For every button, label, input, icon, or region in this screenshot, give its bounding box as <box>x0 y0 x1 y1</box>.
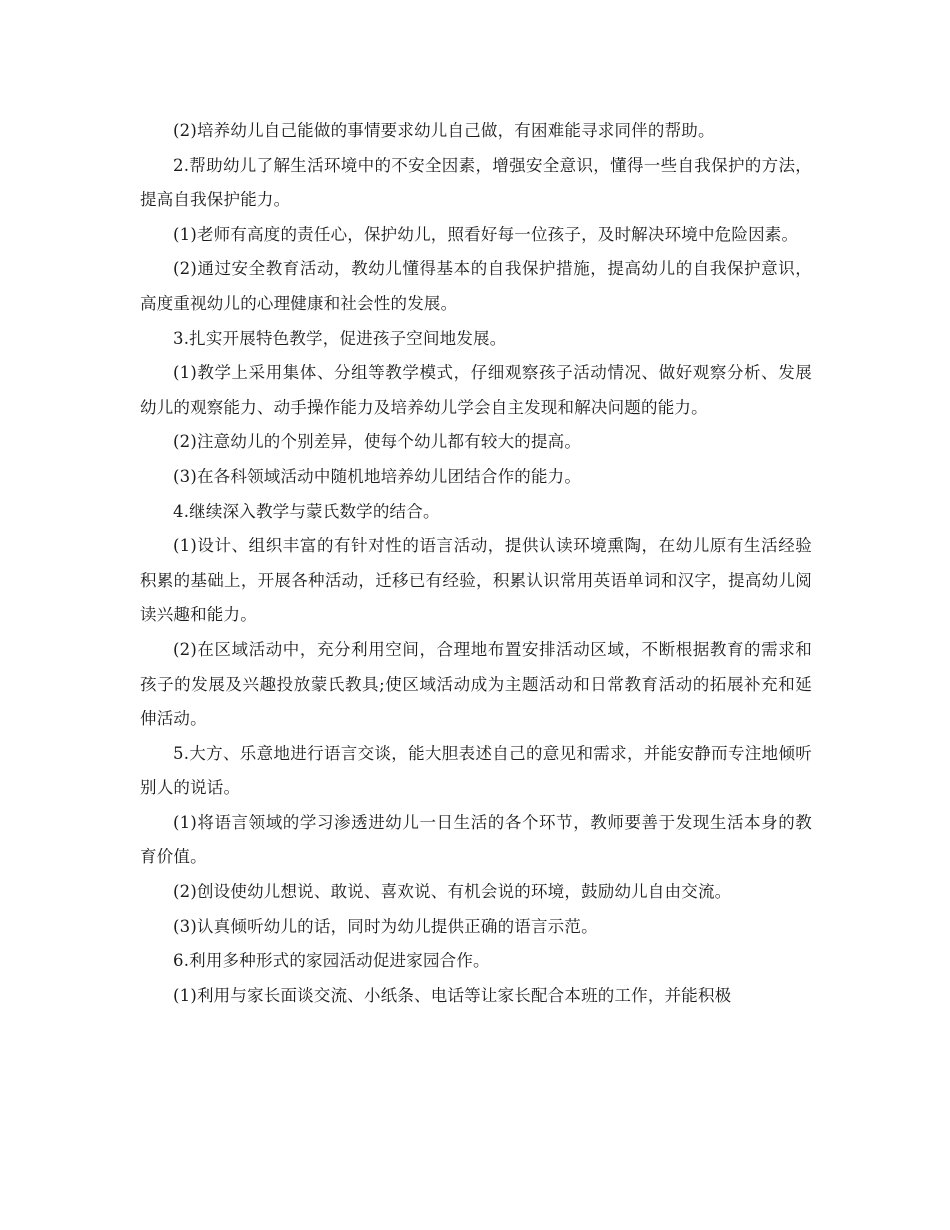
paragraph-13: (1)将语言领域的学习渗透进幼儿一日生活的各个环节，教师要善于发现生活本身的教育价值。 <box>140 812 812 867</box>
paragraph-2: 2.帮助幼儿了解生活环境中的不安全因素，增强安全意识，懂得一些自我保护的方法，提高自我保护能力。 <box>140 155 812 210</box>
paragraph-5: 3.扎实开展特色教学，促进孩子空间地发展。 <box>173 328 507 348</box>
paragraph-3: (1)老师有高度的责任心，保护幼儿，照看好每一位孩子，及时解决环境中危险因素。 <box>173 224 799 244</box>
paragraph-7: (2)注意幼儿的个别差异，使每个幼儿都有较大的提高。 <box>173 432 582 452</box>
paragraph-4: (2)通过安全教育活动，教幼儿懂得基本的自我保护措施，提高幼儿的自我保护意识，高度重视幼儿的心理健康和社会性的发展。 <box>140 259 812 313</box>
paragraph-6: (1)教学上采用集体、分组等教学模式，仔细观察孩子活动情况、做好观察分析、发展幼儿的观察能力、动手操作能力及培养幼儿学会自主发现和解决问题的能力。 <box>140 363 812 417</box>
paragraph-15: (3)认真倾听幼儿的话，同时为幼儿提供正确的语言示范。 <box>173 916 598 936</box>
paragraph-9: 4.继续深入教学与蒙氏数学的结合。 <box>173 501 440 521</box>
paragraph-16: 6.利用多种形式的家园活动促进家园合作。 <box>173 951 490 971</box>
paragraph-14: (2)创设使幼儿想说、敢说、喜欢说、有机会说的环境，鼓励幼儿自由交流。 <box>173 882 732 902</box>
paragraph-1: (2)培养幼儿自己能做的事情要求幼儿自己做，有困难能寻求同伴的帮助。 <box>173 121 715 140</box>
paragraph-10: (1)设计、组织丰富的有针对性的语言活动，提供认读环境熏陶，在幼儿原有生活经验积累的基础上，开展各种活动，迁移已有经验，积累认识常用英语单词和汉字，提高幼儿阅读兴趣和能力。 <box>140 536 812 625</box>
paragraph-11: (2)在区域活动中，充分利用空间，合理地布置安排活动区域，不断根据教育的需求和孩子的发展及兴趣投放蒙氏教具;使区域活动成为主题活动和日常教育活动的拓展补充和延伸活动。 <box>140 639 812 729</box>
paragraph-17: (1)利用与家长面谈交流、小纸条、电话等让家长配合本班的工作，并能积极 <box>173 985 732 1005</box>
paragraph-12: 5.大方、乐意地进行语言交谈，能大胆表述自己的意见和需求，并能安静而专注地倾听别人的说话。 <box>140 743 812 798</box>
paragraph-8: (3)在各科领域活动中随机地培养幼儿团结合作的能力。 <box>173 466 582 486</box>
document-body <box>140 114 812 1013</box>
